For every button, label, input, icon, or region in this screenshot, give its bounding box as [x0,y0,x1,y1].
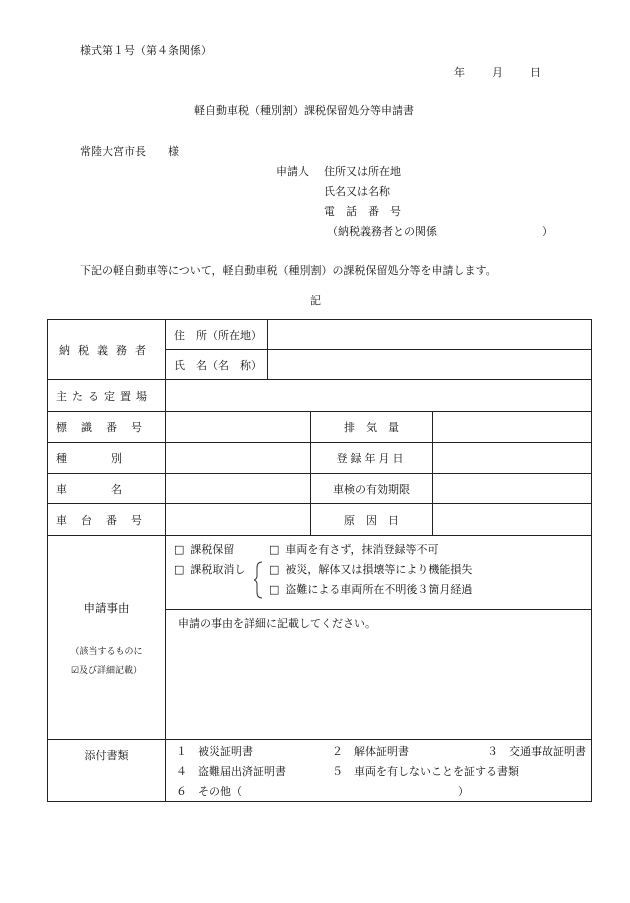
addressee: 常陸大宮市長 様 [80,145,179,158]
cause-date-field[interactable] [433,504,592,536]
ki-label: 記 [310,294,321,307]
disaster-checkbox[interactable]: □ [269,563,280,576]
applicant-address-label: 住所又は所在地 [324,165,401,178]
type-label: 種 別 [48,443,166,474]
no-vehicle-label: 車両を有さず，抹消登録等不可 [285,543,439,556]
vehicle-name-label: 車 名 [48,474,166,504]
reason-options-cell [166,536,592,610]
taxpayer-label: 納税義務者 [48,320,166,380]
theft-label: 盗難による車両所在不明後３箇月経過 [285,583,473,596]
reason-label: 申請事由 [83,601,130,615]
reason-note-2: ☑及び詳細記載） [70,666,143,676]
plate-number-label: 標識番号 [48,412,166,443]
form-number: 様式第１号（第４条関係） [80,44,212,57]
inspection-expiry-field[interactable] [433,474,592,504]
cancel-checkbox[interactable]: □ [174,563,185,576]
main-location-field[interactable] [166,380,592,412]
document-title: 軽自動車税（種別割）課税保留処分等申請書 [194,104,414,117]
theft-checkbox[interactable]: □ [269,583,280,596]
attachment-6-open: ６ その他（ [176,785,242,798]
attachment-6-close: ） [458,785,469,798]
reason-detail-field[interactable] [166,610,592,740]
displacement-field[interactable] [433,412,592,443]
chassis-number-field[interactable] [166,504,311,536]
hold-checkbox[interactable]: □ [174,543,185,556]
main-location-label: 主たる定置場 [48,380,166,412]
attachment-5: ５ 車両を有しないことを証する書類 [332,765,519,778]
registration-date-field[interactable] [433,443,592,474]
no-vehicle-checkbox[interactable]: □ [269,543,280,556]
reason-detail-prompt: 申請の事由を詳細に記載してください。 [178,617,376,630]
attachments-cell [166,740,592,802]
attachment-4: ４ 盗難届出済証明書 [176,765,286,778]
bracket-icon [254,560,264,600]
cancel-label: 課税取消し [190,563,246,576]
applicant-label: 申請人 [276,165,309,178]
applicant-name-label: 氏名又は名称 [324,185,390,198]
displacement-label: 排 気 量 [311,412,433,443]
attachment-2: ２ 解体証明書 [332,745,409,758]
cause-date-label: 原 因 日 [311,504,433,536]
vehicle-info-table [47,319,592,802]
plate-number-field[interactable] [166,412,311,443]
hold-label: 課税保留 [190,543,235,556]
reason-note-1: （該当するものに [70,647,143,657]
taxpayer-address-field[interactable] [268,320,592,350]
intro-text: 下記の軽自動車等について，軽自動車税（種別割）の課税保留処分等を申請します。 [80,264,497,277]
applicant-relation-open: （納税義務者との関係 [327,225,437,238]
name-label: 氏 名（名 称） [166,350,268,380]
date-day: 日 [530,66,541,79]
attachments-label: 添付書類 [48,740,166,802]
applicant-relation-close: ） [542,225,553,238]
disaster-label: 被災，解体又は損壊等により機能損失 [285,563,473,576]
type-field[interactable] [166,443,311,474]
date-month: 月 [492,66,503,79]
chassis-number-label: 車台番号 [48,504,166,536]
attachment-3: ３ 交通事故証明書 [487,745,586,758]
vehicle-name-field[interactable] [166,474,311,504]
inspection-expiry-label: 車検の有効期限 [311,474,433,504]
date-year: 年 [454,66,465,79]
address-label: 住 所（所在地） [166,320,268,350]
taxpayer-name-field[interactable] [268,350,592,380]
reason-label-cell [48,536,166,740]
registration-date-label: 登録年月日 [311,443,433,474]
applicant-phone-label: 電 話 番 号 [324,205,401,218]
attachment-1: １ 被災証明書 [176,745,253,758]
